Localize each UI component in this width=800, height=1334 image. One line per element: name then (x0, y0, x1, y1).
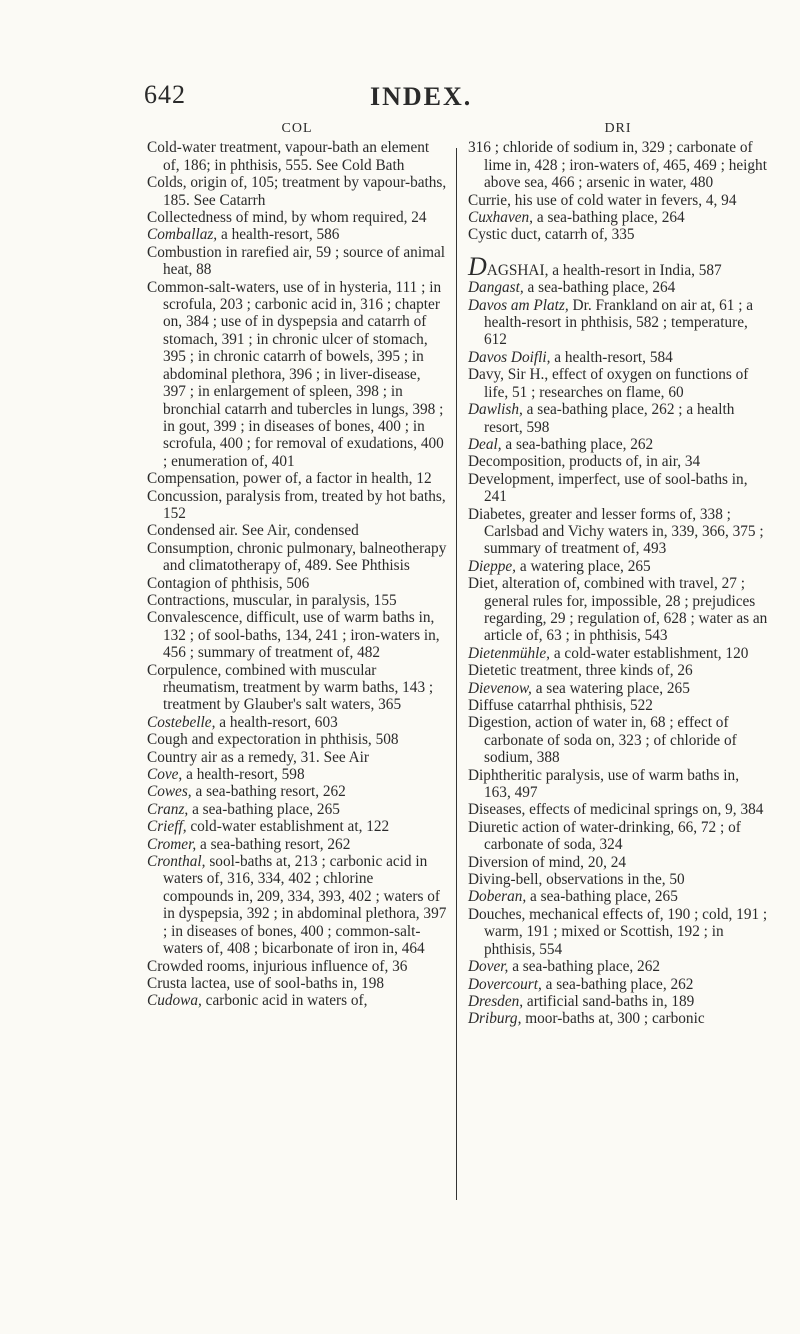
index-entry (147, 209, 447, 226)
entry-headword: Deal, (468, 435, 502, 453)
index-entry (468, 558, 768, 575)
index-entry (468, 871, 768, 888)
index-entry (147, 975, 447, 992)
entry-text: a sea-bathing place, 264 (527, 279, 676, 297)
index-entry (468, 801, 768, 818)
entry-text: Condensed air. See Air, condensed (147, 522, 359, 540)
index-entry (468, 436, 768, 453)
index-entry (147, 522, 447, 539)
entry-text: Contagion of phthisis, 506 (147, 574, 310, 592)
entry-headword: Dievenow, (468, 679, 532, 697)
entry-text: Cold-water treatment, vapour-bath an element of, 186; in phthisis, 555. See Cold Bath (147, 139, 430, 174)
index-entry (147, 488, 447, 523)
index-entry (468, 993, 768, 1010)
entry-headword: Driburg, (468, 1010, 522, 1028)
entry-text: Cough and expectoration in phthisis, 508 (147, 731, 399, 749)
entry-text: a sea-bathing place, 262 (545, 975, 694, 993)
entry-headword: Dawlish, (468, 401, 523, 419)
entry-text: Currie, his use of cold water in fevers, 4, 94 (468, 191, 737, 209)
entry-headword: Dangast, (468, 279, 524, 297)
index-entry (468, 401, 768, 436)
entry-text: sool-baths at, 213 ; carbonic acid in waters of, 316, 334, 402 ; chlorine compounds in, 209, 334, 393, 402 ; waters of in dyspepsia, 392 ; in abdominal plethora, 397 ; in diseases of bones, 400 ; common-salt-waters of, 408 ; bicarbonate of iron in, 464 (163, 853, 447, 958)
entry-text: a sea watering place, 265 (535, 679, 690, 697)
entry-headword: Doberan, (468, 888, 527, 906)
entry-text: a health-resort, 603 (219, 713, 338, 731)
entry-text: a watering place, 265 (519, 557, 651, 575)
entry-headword: Cudowa, (147, 992, 202, 1010)
index-entry (147, 749, 447, 766)
entry-text: a sea-bathing place, 265 (530, 888, 678, 906)
entry-text: carbonic acid in waters of, (205, 992, 368, 1010)
index-entry (147, 783, 447, 800)
entry-text: 316 ; chloride of sodium in, 329 ; carbonate of lime in, 428 ; iron-waters of, 465, 469 ; height above sea, 466 ; arsenic in water, 480 (468, 139, 767, 192)
index-entry (147, 662, 447, 714)
entry-text: Dr. Frankland on air at, 61 ; a health-resort in phthisis, 582 ; temperature, 612 (484, 296, 754, 349)
entry-headword: Dieppe, (468, 557, 516, 575)
entry-headword: Davos am Platz, (468, 296, 569, 314)
entry-headword: Dovercourt, (468, 975, 542, 993)
entry-text: a sea-bathing resort, 262 (199, 835, 351, 853)
entry-text: Consumption, chronic pulmonary, balneotherapy and climatotherapy of, 489. See Phthisis (147, 539, 447, 575)
index-entry (468, 297, 768, 349)
entry-text: cold-water establishment at, 122 (190, 818, 390, 836)
entry-text: AGSHAI, a health-resort in India, 587 (486, 261, 722, 279)
entry-text: Collectedness of mind, by whom required, 24 (147, 209, 427, 227)
entry-headword: Dresden, (468, 992, 524, 1010)
entry-text: Crusta lactea, use of sool-baths in, 198 (147, 974, 385, 992)
entry-headword: Comballaz, (147, 226, 218, 244)
index-entry (147, 174, 447, 209)
entry-text: a sea-bathing place, 264 (536, 209, 685, 227)
index-entry (147, 244, 447, 279)
index-entry (468, 226, 768, 243)
index-entry (147, 801, 447, 818)
right-column (468, 120, 768, 1028)
entry-text: Diffuse catarrhal phthisis, 522 (468, 697, 653, 714)
entry-text: Diving-bell, observations in the, 50 (468, 871, 685, 889)
index-entry (147, 836, 447, 853)
entry-text: Diuretic action of water-drinking, 66, 72 ; of carbonate of soda, 324 (468, 818, 741, 854)
index-entry (147, 575, 447, 592)
index-entry (147, 714, 447, 731)
index-entry (468, 906, 768, 958)
entry-headword: Cowes, (147, 783, 192, 801)
entry-text: Diphtheritic paralysis, use of warm baths in, 163, 497 (468, 766, 740, 802)
entry-text: a health-resort, 586 (220, 226, 340, 244)
index-entry (468, 139, 768, 191)
right-running-head: DRI (604, 121, 632, 136)
index-entry (468, 714, 768, 766)
entry-text: a sea-bathing place, 262 (505, 435, 654, 453)
index-entry (468, 645, 768, 662)
index-entry (147, 766, 447, 783)
index-entry (147, 470, 447, 487)
index-entry (147, 609, 447, 661)
entry-text: Davy, Sir H., effect of oxygen on functions of life, 51 ; researches on flame, 60 (468, 366, 749, 401)
index-entry (147, 592, 447, 609)
entry-text: Diabetes, greater and lesser forms of, 338 ; Carlsbad and Vichy waters in, 339, 366, 375 ; summary of treatment of, 493 (468, 505, 764, 558)
index-entry (147, 279, 447, 470)
entry-headword: Davos Doifli, (468, 348, 551, 366)
index-entry (147, 226, 447, 243)
index-entry (147, 731, 447, 748)
entry-text: Development, imperfect, use of sool-baths in, 241 (468, 470, 748, 506)
index-entry (468, 575, 768, 645)
index-entry (147, 818, 447, 835)
entry-text: Decomposition, products of, in air, 34 (468, 453, 701, 471)
index-entry (468, 854, 768, 871)
index-entry (147, 139, 447, 174)
entry-headword: Costebelle, (147, 713, 216, 731)
index-entry (147, 853, 447, 957)
page-title: INDEX. (370, 82, 473, 111)
entry-text: Convalescence, difficult, use of warm baths in, 132 ; of sool-baths, 134, 241 ; iron-waters in, 456 ; summary of treatment of, 482 (147, 609, 440, 662)
entry-text: Contractions, muscular, in paralysis, 155 (147, 591, 397, 609)
entry-text: Concussion, paralysis from, treated by hot baths, 152 (147, 487, 446, 522)
entry-text: a health-resort, 584 (554, 348, 673, 366)
index-entry (147, 540, 447, 575)
index-entry (468, 192, 768, 209)
entry-text: Colds, origin of, 105; treatment by vapour-baths, 185. See Catarrh (147, 174, 447, 209)
entry-text: Douches, mechanical effects of, 190 ; cold, 191 ; warm, 191 ; mixed or Scottish, 192 ; in phthisis, 554 (468, 905, 768, 958)
index-entry (468, 279, 768, 296)
entry-headword: Cuxhaven, (468, 209, 533, 227)
entry-text: Diversion of mind, 20, 24 (468, 853, 627, 871)
entry-text: moor-baths at, 300 ; carbonic (525, 1010, 705, 1028)
index-entry (468, 662, 768, 679)
index-entry (147, 992, 447, 1009)
entry-text: a cold-water establishment, 120 (553, 644, 749, 662)
column-divider (456, 148, 457, 1200)
index-entry (468, 209, 768, 226)
entry-headword: Crieff, (147, 818, 187, 836)
entry-text: Cystic duct, catarrh of, 335 (468, 226, 635, 244)
entry-text: Dietetic treatment, three kinds of, 26 (468, 662, 693, 680)
index-entry (468, 958, 768, 975)
index-entry (468, 976, 768, 993)
entry-text: Diseases, effects of medicinal springs on, 9, 384 (468, 801, 764, 819)
index-entry (468, 366, 768, 401)
entry-headword: Dietenmühle, (468, 644, 550, 662)
entry-text: Corpulence, combined with muscular rheumatism, treatment by warm baths, 143 ; treatment by Glauber's salt waters, 365 (147, 661, 434, 714)
entry-text: Combustion in rarefied air, 59 ; source of animal heat, 88 (147, 243, 446, 279)
index-entry (468, 1010, 768, 1027)
index-entry (468, 819, 768, 854)
entry-headword: Cove, (147, 766, 183, 784)
index-entry (468, 471, 768, 506)
index-entry (468, 888, 768, 905)
entry-text: Common-salt-waters, use of in hysteria, 111 ; in scrofula, 203 ; carbonic acid in, 316 ; chapter on, 384 ; use of in dyspepsia and catarrh of stomach, 391 ; in chronic ulcer of stomach, 395 ; in chronic catarrh of bowels, 395 ; in abdominal plethora, 396 ; in liver-disease, 397 ; in enlargement of spleen, 398 ; in bronchial catarrh and tubercles in lungs, 398 ; in gout, 399 ; in diseases of bones, 400 ; in scrofula, 400 ; for removal of exudations, 400 ; enumeration of, 401 (147, 278, 444, 470)
page-number: 642 (144, 80, 186, 109)
entry-headword: Dover, (468, 958, 509, 976)
entry-text: a sea-bathing resort, 262 (195, 783, 346, 801)
entry-text: Digestion, action of water in, 68 ; effect of carbonate of soda on, 323 ; of chloride of sodium, 388 (468, 714, 737, 767)
index-entry (468, 251, 768, 281)
index-entry (468, 349, 768, 366)
entry-text: artificial sand-baths in, 189 (526, 992, 695, 1010)
left-running-head: COL (281, 121, 313, 136)
entry-text: Compensation, power of, a factor in health, 12 (147, 470, 432, 488)
index-entry (147, 958, 447, 975)
entry-headword: Cromer, (147, 835, 197, 853)
entry-text: Crowded rooms, injurious influence of, 36 (147, 957, 408, 975)
index-entry (468, 767, 768, 802)
entry-text: a sea-bathing place, 262 (512, 958, 660, 976)
index-entry (468, 453, 768, 470)
entry-headword: Cronthal, (147, 853, 206, 871)
entry-headword: Cranz, (147, 800, 189, 818)
entry-text: Country air as a remedy, 31. See Air (147, 748, 370, 766)
entry-text: Diet, alteration of, combined with travel, 27 ; general rules for, impossible, 28 ; prejudices regarding, 29 ; regulation of, 628 ; water as an article of, 63 ; in phthisis, 543 (468, 575, 768, 645)
index-entry (468, 697, 768, 714)
entry-dropcap: D (468, 251, 487, 281)
index-entry (468, 680, 768, 697)
entry-text: a sea-bathing place, 265 (192, 800, 340, 818)
left-column (147, 120, 447, 1010)
index-entry (468, 506, 768, 558)
entry-text: a health-resort, 598 (186, 766, 305, 784)
entry-text: a sea-bathing place, 262 ; a health resort, 598 (484, 401, 735, 436)
section-gap (468, 244, 768, 258)
